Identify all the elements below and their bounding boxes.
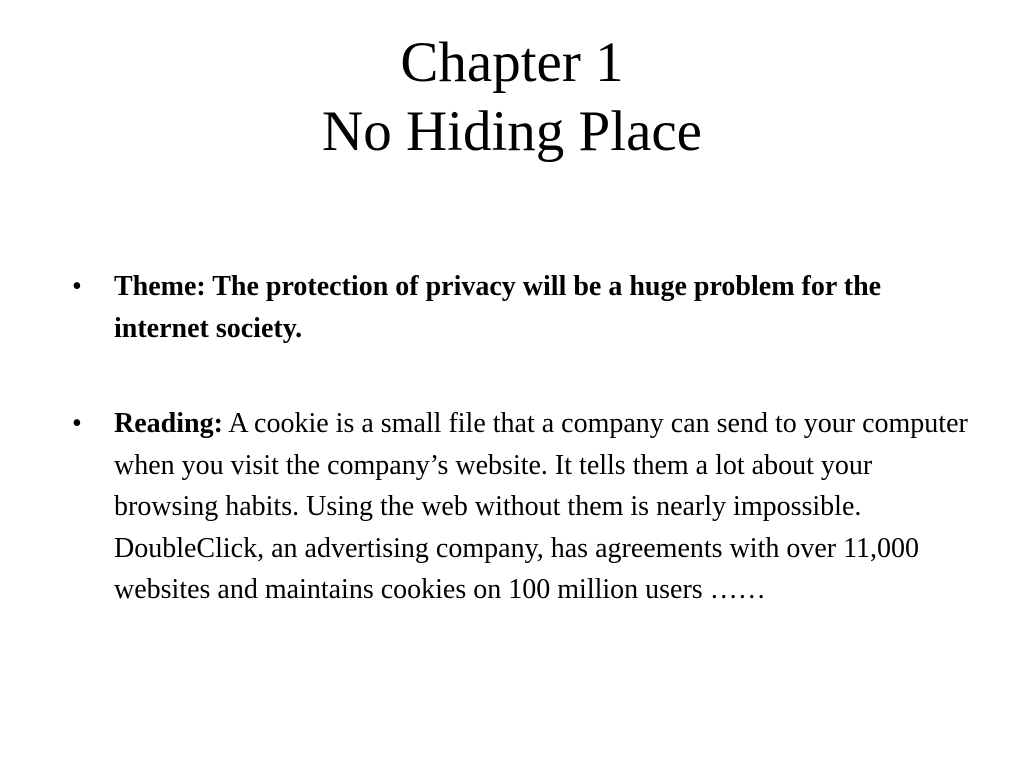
reading-text: A cookie is a small file that a company can send to your computer when you visit the company’s website. It tells them a lot about your browsing habits. Using the web without them is nearly impossible. DoubleClick, an advertising company, has agreements with over 11,000 websites and maintains cookies on 100 million users ……: [114, 408, 968, 605]
bullet-theme: [70, 266, 980, 349]
slide-body: [70, 266, 980, 665]
bullet-icon: •: [72, 408, 82, 439]
theme-text: Theme: The protection of privacy will be a huge problem for the internet society.: [114, 271, 882, 344]
reading-label: Reading:: [114, 408, 223, 439]
title-line-chapter: Chapter 1: [400, 31, 624, 94]
bullet-reading: [70, 403, 980, 611]
slide-title: [0, 28, 1024, 166]
bullet-icon: •: [72, 271, 82, 302]
title-line-heading: No Hiding Place: [322, 100, 702, 163]
